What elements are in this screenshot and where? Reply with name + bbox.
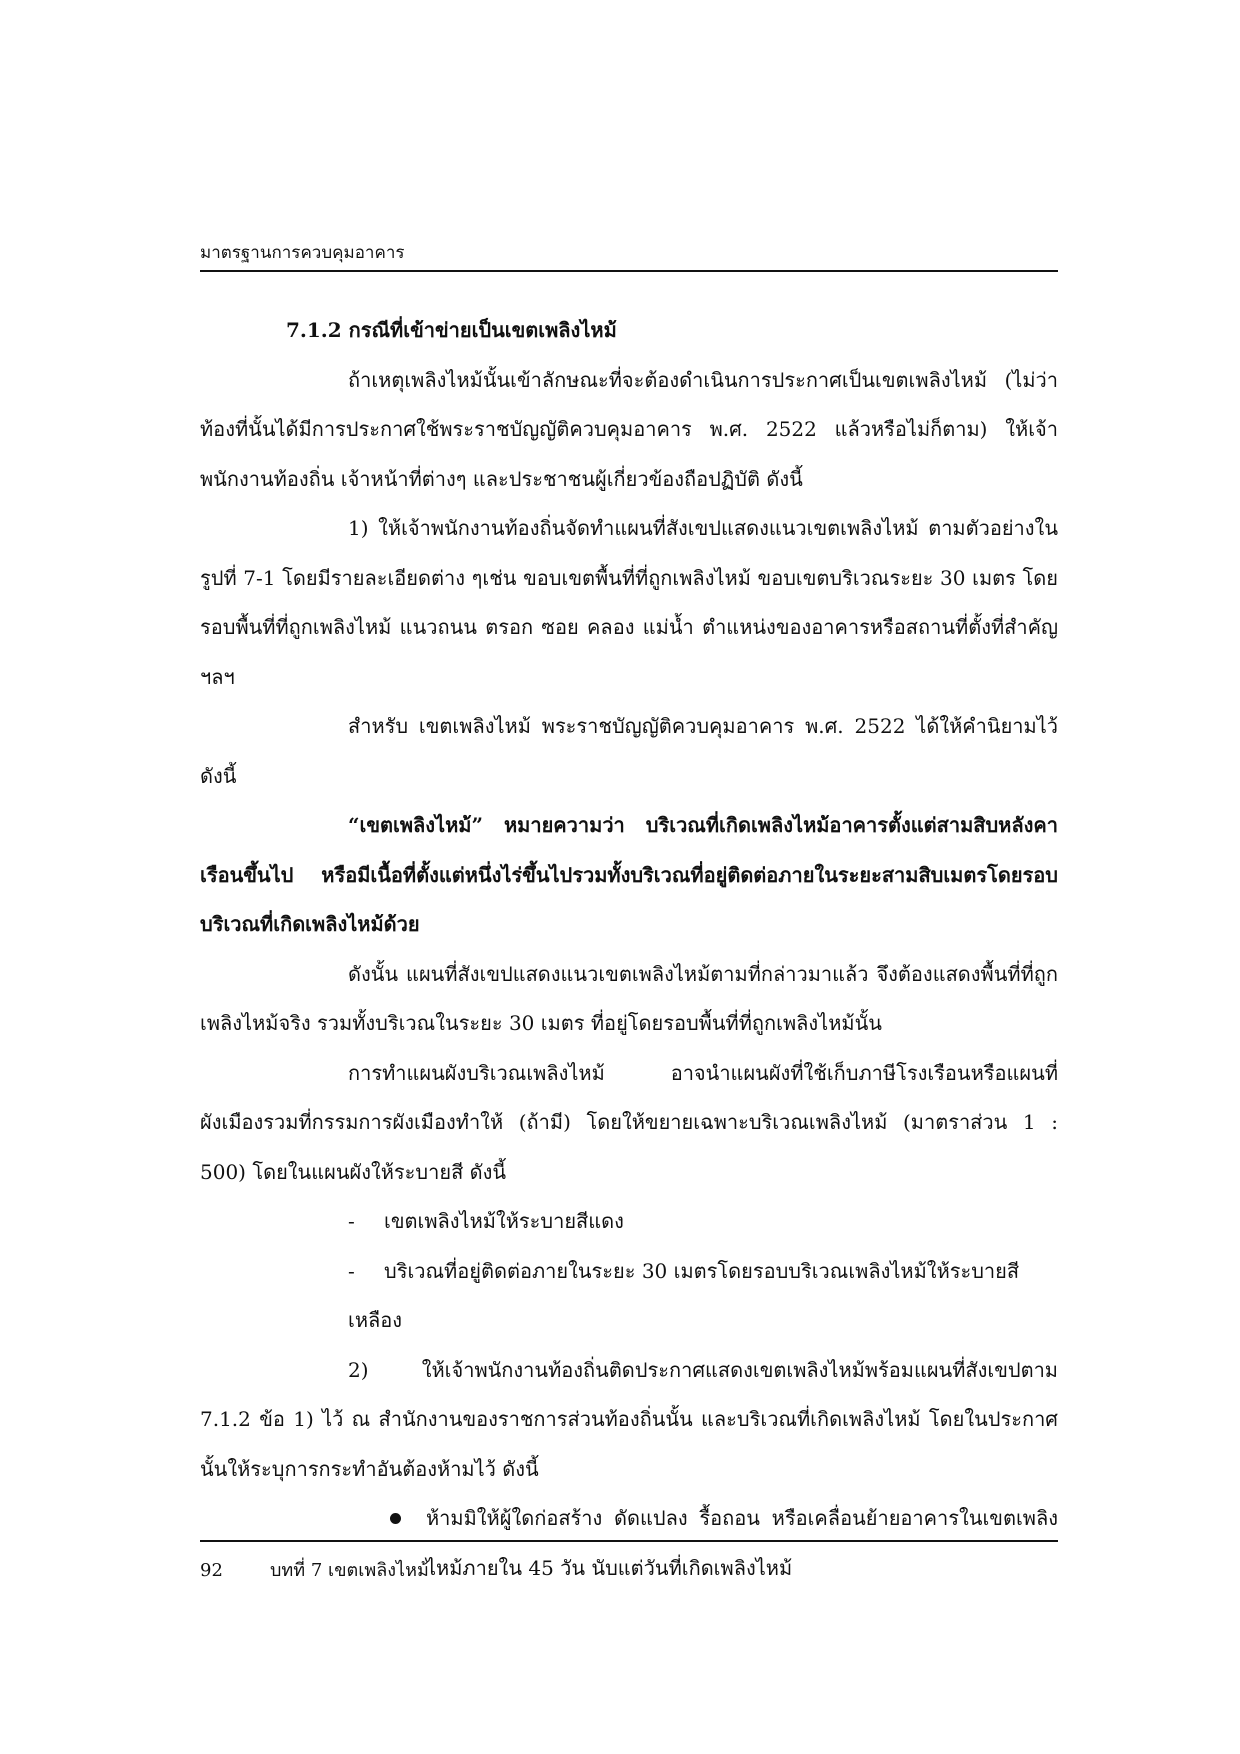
bullet-dot-icon — [390, 1513, 401, 1524]
dash-marker: - — [348, 1258, 355, 1283]
list-item — [200, 1247, 1058, 1346]
item-2-paragraph: 2) ให้เจ้าพนักงานท้องถิ่นติดประกาศแสดงเขตเพลิงไหม้พร้อมแผนที่สังเขปตาม 7.1.2 ข้อ 1) ไว้ ณ สำนักงานของราชการส่วนท้องถิ่นนั้น และบริเวณที่เกิดเพลิงไหม้ โดยในประกาศนั้นให้ระบุการกระทำอันต้องห้ามไว้ ดังนี้ — [200, 1357, 1058, 1481]
footer-divider — [200, 1540, 1058, 1542]
list-item — [200, 1197, 1058, 1247]
intro-paragraph: ถ้าเหตุเพลิงไหม้นั้นเข้าลักษณะที่จะต้องดำเนินการประกาศเป็นเขตเพลิงไหม้ (ไม่ว่าท้องที่นั้นได้มีการประกาศใช้พระราชบัญญัติควบคุมอาคาร พ.ศ. 2522 แล้วหรือไม่ก็ตาม) ให้เจ้าพนักงานท้องถิ่น เจ้าหน้าที่ต่างๆ และประชาชนผู้เกี่ยวข้องถือปฏิบัติ ดังนี้ — [200, 367, 1058, 491]
header-divider — [200, 270, 1058, 272]
section-heading: 7.1.2 กรณีที่เข้าข่ายเป็นเขตเพลิงไหม้ — [286, 318, 617, 342]
map-note-paragraph: ดังนั้น แผนที่สังเขปแสดงแนวเขตเพลิงไหม้ตามที่กล่าวมาแล้ว จึงต้องแสดงพื้นที่ที่ถูกเพลิงไหม้จริง รวมทั้งบริเวณในระยะ 30 เมตร ที่อยู่โดยรอบพื้นที่ที่ถูกเพลิงไหม้นั้น — [200, 961, 1058, 1035]
bullet-item-text: ห้ามมิให้ผู้ใดก่อสร้าง ดัดแปลง รื้อถอน หรือเคลื่อนย้ายอาคารในเขตเพลิงไหม้ภายใน 45 วัน นับแต่วันที่เกิดเพลิงไหม้ — [426, 1506, 1058, 1580]
document-body — [200, 306, 1058, 1593]
dash-marker: - — [348, 1209, 355, 1233]
chapter-label: บทที่ 7 เขตเพลิงไหม้ — [270, 1560, 429, 1581]
page-number: 92 — [200, 1560, 223, 1581]
running-header: มาตรฐานการควบคุมอาคาร — [200, 243, 405, 263]
list-item-text: บริเวณที่อยู่ติดต่อภายในระยะ 30 เมตรโดยรอบบริเวณเพลิงไหม้ให้ระบายสีเหลือง — [348, 1258, 1020, 1332]
list-item-text: เขตเพลิงไหม้ให้ระบายสีแดง — [384, 1209, 624, 1233]
item-1-paragraph: 1) ให้เจ้าพนักงานท้องถิ่นจัดทำแผนที่สังเขปแสดงแนวเขตเพลิงไหม้ ตามตัวอย่างในรูปที่ 7-1 โดยมีรายละเอียดต่าง ๆเช่น ขอบเขตพื้นที่ที่ถูกเพลิงไหม้ ขอบเขตบริเวณระยะ 30 เมตร โดยรอบพื้นที่ที่ถูกเพลิงไหม้ แนวถนน ตรอก ซอย คลอง แม่น้ำ ตำแหน่งของอาคารหรือสถานที่ตั้งที่สำคัญ ฯลฯ — [200, 516, 1058, 689]
plan-note-paragraph: การทำแผนผังบริเวณเพลิงไหม้ อาจนำแผนผังที่ใช้เก็บภาษีโรงเรือนหรือแผนที่ผังเมืองรวมที่กรรมการผังเมืองทำให้ (ถ้ามี) โดยให้ขยายเฉพาะบริเวณเพลิงไหม้ (มาตราส่วน 1 : 500) โดยในแผนผังให้ระบายสี ดังนี้ — [200, 1060, 1058, 1184]
definition-intro-paragraph: สำหรับ เขตเพลิงไหม้ พระราชบัญญัติควบคุมอาคาร พ.ศ. 2522 ได้ให้คำนิยามไว้ดังนี้ — [200, 714, 1058, 788]
definition-paragraph: “เขตเพลิงไหม้” หมายความว่า บริเวณที่เกิดเพลิงไหม้อาคารตั้งแต่สามสิบหลังคาเรือนขึ้นไป หรือมีเนื้อที่ตั้งแต่หนึ่งไร่ขึ้นไปรวมทั้งบริเวณที่อยู่ติดต่อภายในระยะสามสิบเมตรโดยรอบบริเวณที่เกิดเพลิงไหม้ด้วย — [200, 813, 1058, 936]
